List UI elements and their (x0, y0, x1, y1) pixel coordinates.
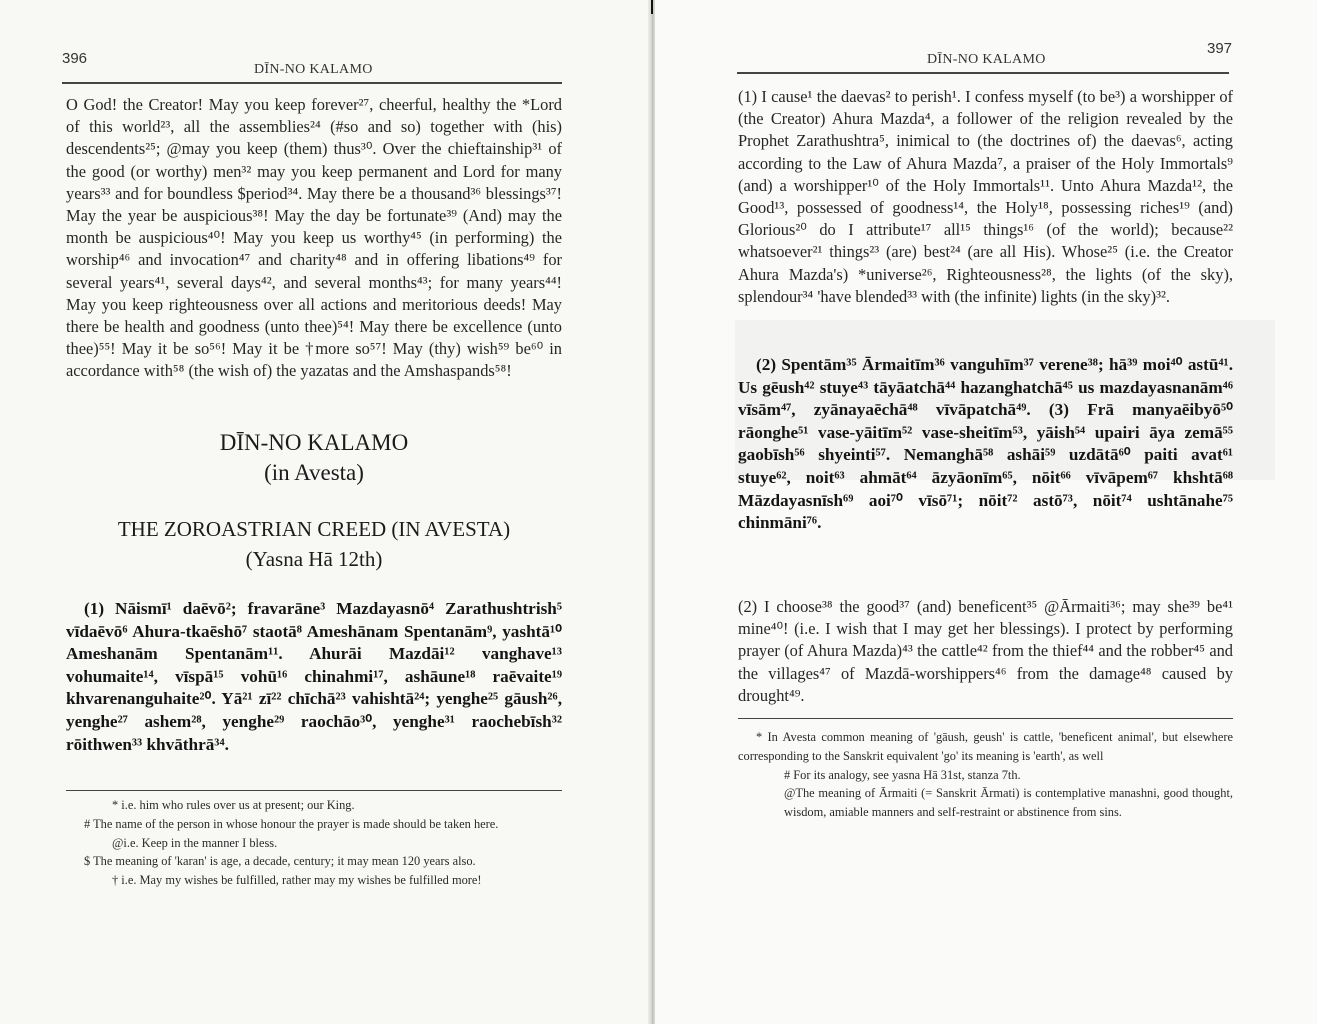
footnote-rule (66, 790, 562, 791)
footnote: @i.e. Keep in the manner I bless. (112, 835, 278, 850)
footnote-rule (738, 718, 1233, 719)
footnote: † i.e. May my wishes be fulfilled, rather may my wishes be fulfilled more! (112, 873, 482, 888)
footnote: # For its analogy, see yasna Hā 31st, stanza 7th. (784, 767, 1021, 782)
footnote: $ The meaning of 'karan' is age, a decade, century; it may mean 120 years also. (84, 854, 476, 869)
heading-subtitle: (in Avesta) (264, 460, 364, 485)
running-head: DĪN-NO KALAMO (927, 52, 1046, 67)
footnote: @The meaning of Ārmaiti (= Sanskrit Ārmati) is contemplative manashni, good thought, wisdom, amiable manners and self-restraint or abstinence from sins. (784, 786, 1233, 820)
section-heading (66, 428, 562, 488)
left-page (0, 0, 655, 1024)
footnote: * i.e. him who rules over us at present; our King. (112, 798, 355, 812)
footnotes (738, 728, 1233, 822)
footnote: # The name of the person in whose honour the prayer is made should be taken here. (84, 816, 499, 831)
page-number: 396 (62, 50, 88, 67)
avesta-text (66, 598, 562, 756)
footnotes (66, 796, 562, 890)
avesta-paragraph: (2) Spentām³⁵ Ārmaitīm³⁶ vanguhīm³⁷ verene³⁸; hā³⁹ moi⁴⁰ astū⁴¹. Us gēush⁴² stuye⁴³ tāyāatchā⁴⁴ hazanghatchā⁴⁵ us mazdayasnanām⁴⁶ vīsām⁴⁷, zyānayaēchā⁴⁸ vīvāpatchā⁴⁹. (3) Frā manyaēibyō⁵⁰ rāonghe⁵¹ vase-yāitīm⁵² vase-sheitīm⁵³, yāish⁵⁴ upairi āya zemā⁵⁵ gaobīsh⁵⁶ shyeinti⁵⁷. Nemanghā⁵⁸ ashāi⁵⁹ uzdātā⁶⁰ paiti avat⁶¹ stuye⁶², noit⁶³ ahmāt⁶⁴ āzyāonīm⁶⁵, nōit⁶⁶ vīvāpem⁶⁷ khshtā⁶⁸ Māzdayasnīsh⁶⁹ aoi⁷⁰ vīsō⁷¹; nōit⁷² astō⁷³, nōit⁷⁴ ushtānahe⁷⁵ chinmāni⁷⁶. (738, 355, 1233, 533)
creed-title: THE ZOROASTRIAN CREED (IN AVESTA) (117, 517, 511, 541)
avesta-text (738, 354, 1233, 535)
avesta-paragraph: (1) Nāismī¹ daēvō²; fravarāne³ Mazdayasnō⁴ Zarathushtrish⁵ vīdaēvō⁶ Ahura-tkaēshō⁷ staotā⁸ Ameshānam Spentanām⁹, yashtā¹⁰ Ameshanām Spentanām¹¹. Ahurāi Mazdāi¹² vanghave¹³ vohumaite¹⁴, vīspā¹⁵ vohū¹⁶ chinahmi¹⁷, ashāune¹⁸ raēvaite¹⁹ khvarenanguhaite²⁰. Yā²¹ zī²² chīchā²³ vahishtā²⁴; yenghe²⁵ gāush²⁶, yenghe²⁷ ashem²⁸, yenghe²⁹ raochāo³⁰, yenghe³¹ raochebīsh³² rōithwen³³ khvāthrā³⁴. (66, 599, 562, 754)
running-head: DĪN-NO KALAMO (254, 62, 373, 77)
paragraph: (1) I cause¹ the daevas² to perish¹. I confess myself (to be³) a worshipper of (the Creator) Ahura Mazda⁴, a follower of the religion revealed by the Prophet Zarathushtra⁵, inimical to (the doctrines of) the daevas⁶, acting according to the Law of Ahura Mazda⁷, a praiser of the Holy Immortals⁹ (and) a worshipper¹⁰ of the Holy Immortals¹¹. Unto Ahura Mazda¹², the Good¹³, possessed of goodness¹⁴, the Holy¹⁸, possessing riches¹⁹ (and) Glorious²⁰ do I attribute¹⁷ all¹⁵ things¹⁶ (of the world); because²² whatsoever²¹ things²³ (are) best²⁴ (are all His). Whose²⁵ (i.e. the Creator Ahura Mazda's) *universe²⁶, Righteousness²⁸, the lights (of the sky), splendour³⁴ 'have blended³³ with (the infinite) lights (in the sky)³². (738, 87, 1233, 306)
gutter-mark (651, 0, 653, 14)
header-rule (62, 82, 562, 84)
header-rule (737, 72, 1229, 74)
page-number: 397 (1207, 40, 1233, 57)
paragraph: (2) I choose³⁸ the good³⁷ (and) beneficent³⁵ @Ārmaiti³⁶; may she³⁹ be⁴¹ mine⁴⁰! (i.e. I wish that I may get her blessings). I protect by performing prayer (of Ahura Mazda)⁴³ the cattle⁴² from the thief⁴⁴ and the robber⁴⁵ and the villages⁴⁷ of Mazdā-worshippers⁴⁶ from the damage⁴⁸ caused by drought⁴⁹. (738, 597, 1233, 705)
main-paragraph: O God! the Creator! May you keep forever²⁷, cheerful, healthy the *Lord of this world²³, all the assemblies²⁴ (#so and so) together with (his) descendents²⁵; @may you keep (them) thus³⁰. Over the chieftainship³¹ of the good (or worthy) men³² may you keep permanent and Lord for many years³³ and for boundless $period³⁴. May there be a thousand³⁶ blessings³⁷! May the year be auspicious³⁸! May the day be fortunate³⁹ (And) may the month be auspicious⁴⁰! May you keep us worthy⁴⁵ (in performing) the worship⁴⁶ and invocation⁴⁷ and charity⁴⁸ and in offering libations⁴⁹ for several years⁴¹, several days⁴², and several months⁴³; for many years⁴⁴! May you keep righteousness over all actions and meritorious deeds! May there be health and goodness (unto thee)⁵⁴! May there be excellence (unto thee)⁵⁵! May it be so⁵⁶! May it be †more so⁵⁷! May (thy) wish⁵⁹ be⁶⁰ in accordance with⁵⁸ (the wish of) the yazatas and the Amshaspands⁵⁸! (66, 95, 562, 381)
main-text (66, 94, 562, 383)
footnote: * In Avesta common meaning of 'gāush, geush' is cattle, 'beneficent animal', but elsewhere corresponding to the Sanskrit equivalent 'go' its meaning is 'earth', as well (738, 730, 1233, 763)
creed-subtitle: (Yasna Hā 12th) (245, 547, 383, 571)
right-paragraph-2 (738, 596, 1233, 707)
creed-heading (66, 514, 562, 574)
right-page (655, 0, 1317, 1024)
right-paragraph-1 (738, 86, 1233, 308)
heading-title: DĪN-NO KALAMO (219, 430, 409, 455)
